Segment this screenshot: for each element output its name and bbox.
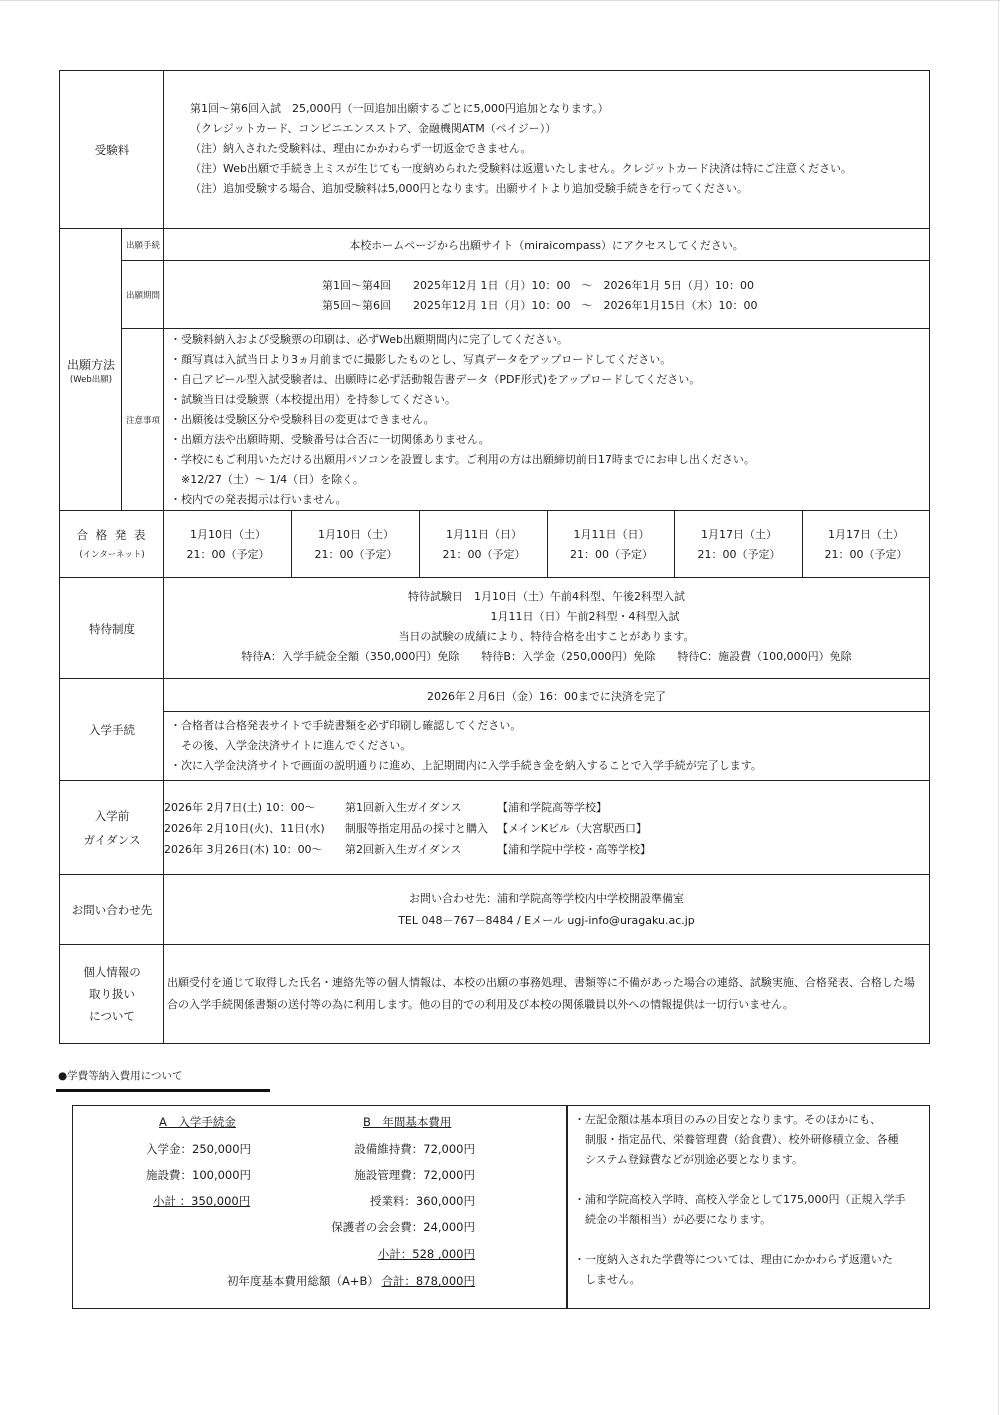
exam-fee-line: （注）納入された受験料は、理由にかかわらず一切返金できません。: [190, 142, 532, 155]
scholarship-line: 1月11日（日）午前2科型・4科型入試: [413, 610, 680, 623]
note-line: ・自己アピール型入試受験者は、出願時に必ず活動報告書データ（PDF形式)をアップロードしてください。: [170, 373, 701, 386]
results-label: [59, 510, 165, 579]
fees-b-subtotal-text: 小計：528 ,000円: [377, 1247, 475, 1261]
fees-a-title: [159, 1114, 236, 1130]
period-row: [322, 276, 757, 296]
result-date: 1月10日（土）: [190, 527, 266, 541]
note-line: ・顔写真は入試当日より3ヵ月前までに撮影したものとし、写真データをアップロードしてください。: [170, 353, 672, 366]
exam-fee-line: （注）追加受験する場合、追加受験料は5,000円となります。出願サイトより追加受験手続きを行ってください。: [190, 182, 748, 195]
enrollment-steps: [163, 711, 930, 782]
notes-lines: [170, 330, 755, 510]
period-row: [322, 296, 757, 316]
result-date-cell: [419, 510, 549, 579]
scan-edge: [998, 0, 999, 1415]
enrollment-deadline-cell: [163, 678, 930, 713]
exam-fee-line: （クレジットカード、コンビニエンスストア、金融機関ATM（ペイジー））: [190, 122, 557, 135]
enrollment-line: ・合格者は合格発表サイトで手続書類を必ず印刷し確認してください。: [170, 719, 522, 732]
guidance-date: 2026年 3月26日(木) 10：00～: [164, 843, 323, 856]
notes-content: [163, 328, 930, 512]
guidance-event-name: 制服等指定用品の採寸と購入: [345, 822, 488, 835]
enrollment-label: [59, 678, 165, 782]
enrollment-label-text: 入学手続: [89, 723, 135, 737]
fees-note-line: ・一度納入された学費等については、理由にかかわらず返還いた: [574, 1253, 893, 1266]
fees-breakdown-box: [72, 1105, 568, 1309]
result-date-cell: [802, 510, 930, 579]
result-date-cell: [674, 510, 804, 579]
scholarship-lines: [164, 587, 929, 667]
guidance-label: [59, 780, 165, 876]
fees-heading-rule: [56, 1089, 270, 1092]
fees-note-line: ・左記金額は基本項目のみの目安となります。そのほかにも、: [574, 1113, 882, 1126]
period-label-text: 出願期間: [125, 291, 160, 301]
note-line: ・校内での発表掲示は行いません。: [170, 493, 347, 506]
guidance-place: 【浦和学院中学校・高等学校】: [497, 843, 651, 856]
privacy-label-line: について: [89, 1009, 135, 1023]
period-content: [163, 260, 930, 330]
scholarship-label-text: 特待制度: [89, 621, 135, 636]
exam-fee-lines: [190, 99, 852, 199]
fees-b-title-text: B 年間基本費用: [363, 1115, 452, 1129]
result-date-cell: [291, 510, 421, 579]
application-label: [59, 228, 123, 512]
note-line: ・受験料納入および受験票の印刷は、必ずWeb出願期間内に完了してください。: [170, 333, 568, 346]
fees-note-line: システム登録費などが別途必要となります。: [574, 1153, 804, 1166]
period-range: 2025年12月 1日（月）10：00 ～ 2026年1月 5日（月）10：00: [413, 279, 754, 292]
result-date: 1月17日（土）: [701, 527, 777, 541]
contact-details: TEL 048－767－8484 / Eメール ugj-info@uragaku.ac.jp: [398, 914, 695, 927]
fees-notes-box: [566, 1105, 930, 1309]
note-line: ・学校にもご利用いただける出願用パソコンを設置します。ご利用の方は出願締切前日17時までにお申し出ください。: [170, 453, 755, 466]
period-rounds: 第1回～第4回: [322, 279, 391, 292]
guidance-event-name: 第1回新入生ガイダンス: [345, 801, 462, 814]
fees-note-line: ・浦和学院高校入学時、高校入学金として175,000円（正規入学手: [574, 1193, 906, 1206]
result-time: 21：00（予定）: [824, 547, 908, 561]
result-time: 21：00（予定）: [697, 547, 781, 561]
procedure-text: 本校ホームページから出願サイト（miraicompass）にアクセスしてください。: [349, 239, 744, 252]
guidance-date: 2026年 2月10日(火)、11日(水): [164, 822, 325, 835]
period-label: [121, 260, 165, 330]
scholarship-label: [59, 577, 165, 680]
procedure-content: [163, 228, 930, 262]
contact-label-text: お問い合わせ先: [71, 903, 153, 917]
guidance-label-line: 入学前: [94, 809, 130, 823]
privacy-content: [163, 944, 930, 1044]
note-line: ※12/27（土）～ 1/4（日）を除く。: [170, 473, 364, 486]
exam-fee-line: （注）Web出願で手続き上ミスが生じても一度納められた受験料は返還いたしません。クレジットカード決済は特にご注意ください。: [190, 162, 853, 175]
note-line: ・試験当日は受験票（本校提出用）を持参してください。: [170, 393, 456, 406]
exam-fee-label: [59, 70, 165, 230]
result-time: 21：00（予定）: [314, 547, 398, 561]
fees-a-item: 入学金：250,000円: [146, 1142, 252, 1156]
scholarship-content: [163, 577, 930, 680]
period-range: 2025年12月 1日（月）10：00 ～ 2026年1月15日（木）10：00: [413, 299, 758, 312]
exam-fee-line: 第1回～第6回入試 25,000円（一回追加出願するごとに5,000円追加となります。）: [190, 102, 609, 115]
notes-label-text: 注意事項: [125, 416, 160, 426]
guidance-place: 【メインKビル（大宮駅西口】: [497, 822, 647, 835]
fees-a-item: 施設費：100,000円: [146, 1168, 252, 1182]
privacy-label-line: 個人情報の: [83, 965, 141, 979]
fees-total-value: [381, 1273, 475, 1289]
fees-total-value-text: 合計：878,000円: [381, 1274, 475, 1288]
fees-b-subtotal: [378, 1246, 475, 1262]
fees-total-label: 初年度基本費用総額（A+B）: [227, 1274, 379, 1288]
period-rows: [322, 276, 757, 316]
fees-note-spacer: [574, 1230, 929, 1250]
fees-a-title-text: A 入学手続金: [159, 1115, 236, 1129]
fees-note-line: 続金の半額相当）が必要になります。: [574, 1213, 772, 1226]
contact-label: [59, 874, 165, 946]
result-date-cell: [547, 510, 676, 579]
result-date: 1月11日（日）: [446, 527, 522, 541]
enrollment-line: その後、入学金決済サイトに進んでください。: [170, 739, 412, 752]
fees-note-line: しません。: [574, 1273, 641, 1286]
period-rounds: 第5回～第6回: [322, 299, 391, 312]
enrollment-line: ・次に入学金決済サイトで画面の説明通りに進め、上記期間内に入学手続き金を納入することで入学手続が完了します。: [170, 759, 762, 772]
scholarship-line: 当日の試験の成績により、特待合格を出すことがあります。: [398, 630, 695, 643]
exam-fee-label-text: 受験料: [94, 143, 130, 157]
application-sublabel: (Web出願): [69, 374, 113, 385]
result-date: 1月11日（日）: [573, 527, 650, 541]
contact-content: [163, 874, 930, 946]
procedure-label: [121, 228, 165, 262]
guidance-place: 【浦和学院高等学校】: [497, 801, 607, 814]
result-time: 21：00（予定）: [570, 547, 653, 561]
result-date: 1月17日（土）: [828, 527, 904, 541]
exam-fee-content: [163, 70, 930, 230]
result-time: 21：00（予定）: [186, 547, 270, 561]
application-label-text: 出願方法: [66, 357, 115, 372]
guidance-content: [163, 780, 930, 876]
note-line: ・出願後は受験区分や受験科目の変更はできません。: [170, 413, 435, 426]
fees-note-line: 制服・指定品代、栄養管理費（給食費）、校外研修積立金、各種: [574, 1133, 899, 1146]
scan-top-edge: [0, 0, 1000, 1]
privacy-label-line: 取り扱い: [89, 987, 135, 1001]
fees-b-item: 授業料：360,000円: [369, 1194, 475, 1208]
fees-a-subtotal-text: 小計 ：350,000円: [153, 1194, 251, 1208]
fees-b-item: 施設管理費：72,000円: [354, 1168, 475, 1182]
guidance-label-line: ガイダンス: [83, 833, 141, 847]
results-label-text: 合 格 発 表: [76, 527, 148, 542]
fees-heading: ●学費等納入費用について: [58, 1070, 183, 1082]
guidance-date: 2026年 2月7日(土) 10：00～: [164, 801, 316, 814]
enrollment-lines: [170, 716, 762, 776]
privacy-label: [59, 944, 165, 1044]
fees-b-title: [363, 1114, 451, 1130]
enrollment-deadline: 2026年２月6日（金）16：00までに決済を完了: [427, 689, 666, 703]
result-date: 1月10日（土）: [318, 527, 394, 541]
guidance-event-name: 第2回新入生ガイダンス: [345, 843, 462, 856]
result-date-cell: [163, 510, 293, 579]
notes-label: [121, 328, 165, 512]
result-time: 21：00（予定）: [442, 547, 526, 561]
fees-b-item: 設備維持費：72,000円: [354, 1142, 475, 1156]
privacy-text: 出願受付を通じて取得した氏名・連絡先等の個人情報は、本校の出願の事務処理、書類等に不備があった場合の連絡、試験実施、合格発表、合格した場合の入学手続関係書類の送付等の為に利用します。他の目的での利用及び本校の関係職員以外への情報提供は一切行いません。: [167, 976, 915, 1011]
scholarship-line: 特待試験日 1月10日（土）午前4科型、午後2科型入試: [408, 590, 685, 603]
procedure-label-text: 出願手続: [125, 241, 160, 251]
note-line: ・出願方法や出願時期、受験番号は合否に一切関係ありません。: [170, 433, 490, 446]
fees-a-subtotal: [153, 1193, 250, 1209]
fees-note-spacer: [574, 1170, 929, 1190]
results-sublabel: (インターネット): [79, 549, 145, 560]
contact-office: お問い合わせ先：浦和学院高等学校内中学校開設準備室: [409, 892, 684, 905]
scholarship-line: 特待A：入学手続金全額（350,000円）免除 特待B：入学金（250,000円）免除 特待C：施設費（100,000円）免除: [241, 650, 852, 663]
fees-b-item: 保護者の会会費：24,000円: [331, 1220, 475, 1234]
